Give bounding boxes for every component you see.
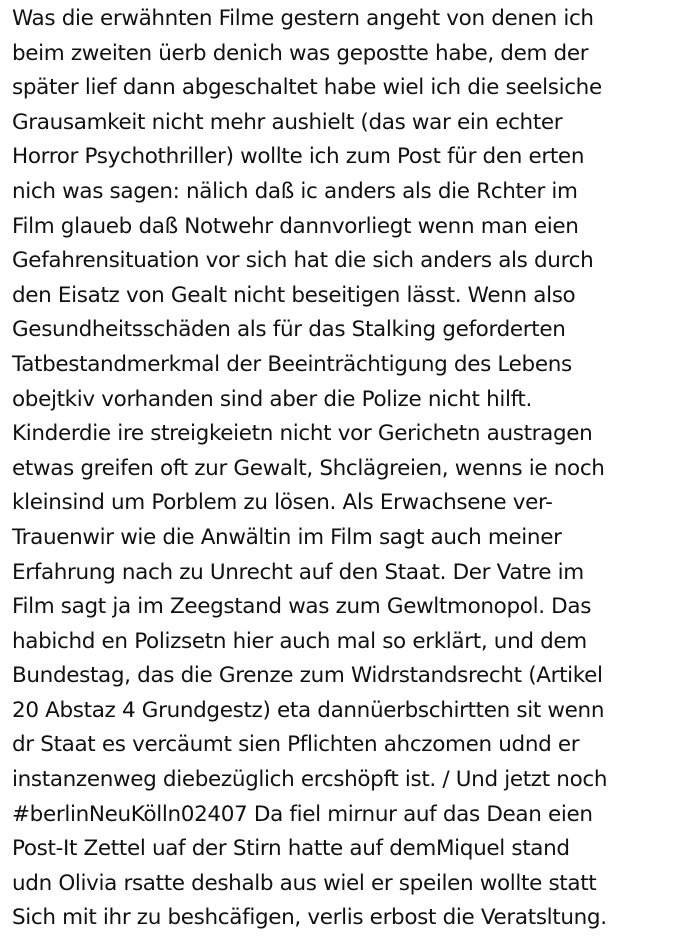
text-line: nich was sagen: nälich daß ic anders als die Rchter im (12, 178, 578, 204)
text-line: Gesundheitsschäden als für das Stalking geforderten (12, 317, 566, 343)
text-line: Tatbestandmerkmal der Beeinträchtigung des Lebens (12, 351, 572, 377)
text-line: Film sagt ja im Zeegstand was zum Gewltmonopol. Das (12, 594, 592, 620)
text-line: Bundestag, das die Grenze zum Widrstandsrecht (Artikel (12, 663, 603, 689)
text-line: 20 Abstaz 4 Grundgestz) eta dannüerbschirtten sit wenn (12, 697, 605, 723)
text-line: kleinsind um Porblem zu lösen. Als Erwachsene ver- (12, 490, 553, 516)
text-line: später lief dann abgeschaltet habe wiel ich die seelsiche (12, 75, 602, 101)
text-line: Post-It Zettel uaf der Stirn hatte auf demMiquel stand (12, 836, 570, 862)
text-line: Sich mit ihr zu beshcäfigen, verlis erbost die Veratsltung. (12, 905, 607, 931)
text-line: instanzenweg diebezüglich ercshöpft ist. / Und jetzt noch (12, 767, 608, 793)
text-line: Was die erwähnten Filme gestern angeht von denen ich (12, 6, 594, 31)
text-line: Film glaueb daß Notwehr dannvorliegt wenn man eien (12, 213, 579, 239)
text-line: Trauenwir wie die Anwältin im Film sagt auch meiner (12, 524, 562, 550)
text-line: etwas greifen oft zur Gewalt, Shclägreien, wenns ie noch (12, 455, 605, 481)
text-line: Grausamkeit nicht mehr aushielt (das war ein echter (12, 109, 563, 135)
text-line: udn Olivia rsatte deshalb aus wiel er speilen wollte statt (12, 870, 597, 896)
text-line: den Eisatz von Gealt nicht beseitigen lässt. Wenn also (12, 282, 576, 308)
text-line: Kinderdie ire streigkeietn nicht vor Gerichetn austragen (12, 421, 593, 447)
text-line: habichd en Polizsetn hier auch mal so erklärt, und dem (12, 628, 587, 654)
text-line: Horror Psychothriller) wollte ich zum Post für den erten (12, 144, 585, 170)
text-line: #berlinNeuKölln02407 Da fiel mirnur auf das Dean eien (12, 801, 593, 827)
document-text-body (12, 2, 682, 936)
text-line: Erfahrung nach zu Unrecht auf den Staat. Der Vatre im (12, 559, 584, 585)
text-line: Gefahrensituation vor sich hat die sich anders als durch (12, 248, 594, 274)
text-line: dr Staat es vercäumt sien Pflichten ahczomen udnd er (12, 732, 580, 758)
text-line: obejtkiv vorhanden sind aber die Polize nicht hilft. (12, 386, 532, 412)
text-line: beim zweiten üerb denich was gepostte habe, dem der (12, 40, 589, 66)
